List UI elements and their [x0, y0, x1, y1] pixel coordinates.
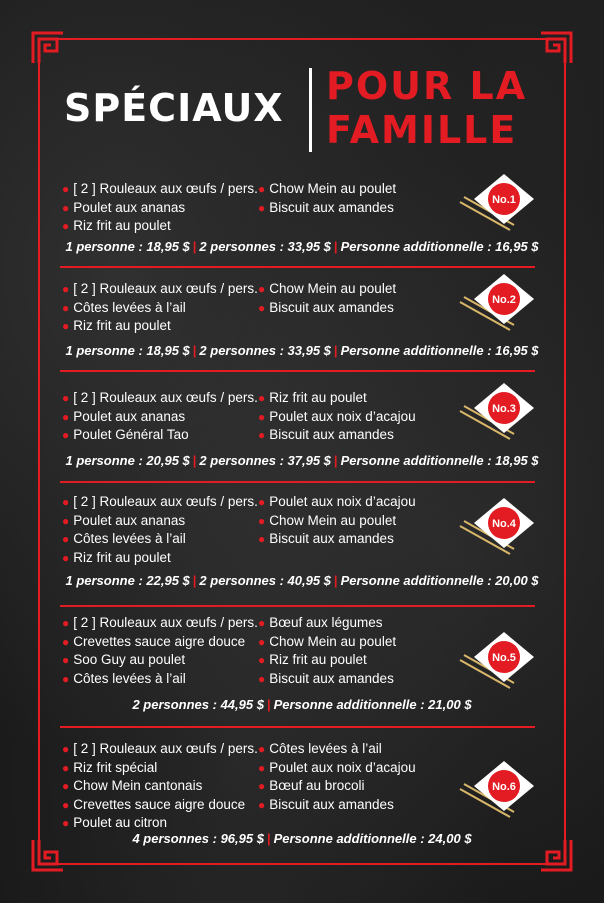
menu-item: [258, 199, 458, 218]
menu-item: [62, 299, 262, 318]
items-left-column: [62, 180, 262, 236]
menu-item: [62, 549, 262, 568]
bullet-icon: ●: [258, 634, 266, 649]
menu-item: [62, 530, 262, 549]
price-line: [62, 453, 542, 468]
title-specials: SPÉCIAUX: [64, 86, 284, 130]
menu-item-label: Poulet au citron: [73, 815, 168, 830]
menu-item: [258, 651, 458, 670]
corner-ornament: [539, 31, 573, 65]
bullet-icon: ●: [62, 182, 70, 196]
menu-item-label: Biscuit aux amandes: [269, 299, 394, 315]
menu-item-label: Poulet Général Tao: [73, 427, 189, 442]
bullet-icon: ●: [258, 532, 266, 546]
combo-badge: [458, 496, 538, 556]
menu-item: [258, 633, 458, 652]
section-divider: [60, 266, 535, 268]
menu-item-label: Côtes levées à l’ail: [269, 741, 382, 756]
menu-item-label: Crevettes sauce aigre douce: [73, 796, 246, 812]
combo-badge: [458, 172, 538, 232]
combo-number: No.3: [492, 403, 516, 415]
price-value: 2 personnes : 37,95 $: [199, 453, 331, 468]
combo-number: No.2: [492, 294, 516, 306]
menu-item-label: Soo Guy au poulet: [73, 652, 186, 667]
menu-item-label: Riz frit au poulet: [269, 652, 367, 667]
bullet-icon: ●: [258, 300, 266, 315]
bullet-icon: ●: [62, 742, 70, 756]
bullet-icon: ●: [62, 428, 70, 442]
items-left-column: [62, 493, 262, 567]
bullet-icon: ●: [62, 616, 70, 630]
menu-item-label: Côtes levées à l’ail: [73, 531, 186, 546]
menu-item: [62, 796, 262, 815]
menu-item: [62, 180, 262, 199]
menu-item-label: Côtes levées à l’ail: [73, 670, 186, 686]
price-value: 2 personnes : 40,95 $: [199, 573, 331, 588]
plate-chopsticks-icon: [458, 496, 538, 556]
menu-item-label: Côtes levées à l’ail: [73, 299, 186, 315]
menu-item: [258, 530, 458, 549]
price-separator: |: [192, 239, 197, 254]
menu-item-label: Bœuf aux légumes: [269, 615, 383, 630]
price-value: Personne additionnelle : 21,00 $: [273, 697, 472, 712]
bullet-icon: ●: [258, 428, 266, 442]
plate-chopsticks-icon: [458, 172, 538, 232]
combo-badge: [458, 381, 538, 441]
menu-item: [258, 280, 458, 299]
menu-item-label: Poulet aux noix d’acajou: [269, 494, 416, 509]
menu-item-label: Poulet aux ananas: [73, 199, 186, 215]
menu-item: [62, 199, 262, 218]
combo-badge: [458, 630, 538, 690]
menu-item: [62, 814, 262, 833]
title-family-line1: POUR LA: [326, 64, 528, 108]
menu-item-label: Riz frit au poulet: [269, 390, 367, 405]
menu-item: [62, 614, 262, 633]
section-divider: [60, 605, 535, 607]
title-family: [326, 64, 527, 152]
combo-badge: [458, 759, 538, 819]
menu-item: [62, 280, 262, 299]
bullet-icon: ●: [62, 200, 70, 215]
menu-item-label: Biscuit aux amandes: [269, 670, 394, 686]
menu-item-label: Poulet aux ananas: [73, 512, 186, 528]
menu-item-label: Poulet aux ananas: [73, 408, 186, 424]
menu-item-label: Chow Mein au poulet: [269, 281, 397, 296]
bullet-icon: ●: [258, 742, 266, 756]
bullet-icon: ●: [62, 653, 70, 667]
menu-item-label: [ 2 ] Rouleaux aux œufs / pers.: [73, 281, 258, 296]
price-value: 1 personne : 18,95 $: [65, 239, 190, 254]
price-line: [62, 573, 542, 588]
plate-chopsticks-icon: [458, 381, 538, 441]
section-divider: [60, 481, 535, 483]
menu-item: [62, 651, 262, 670]
menu-item-label: Chow Mein cantonais: [73, 778, 203, 793]
items-left-column: [62, 740, 262, 833]
bullet-icon: ●: [62, 300, 70, 315]
bullet-icon: ●: [258, 182, 266, 196]
menu-item-label: Riz frit au poulet: [73, 549, 171, 565]
menu-item-label: Biscuit aux amandes: [269, 199, 394, 215]
menu-item-label: Bœuf au brocoli: [269, 778, 365, 793]
combo-number: No.1: [492, 194, 516, 206]
menu-item-label: Chow Mein au poulet: [269, 181, 397, 196]
menu-item: [258, 180, 458, 199]
combo-number: No.4: [492, 518, 516, 530]
menu-item: [258, 777, 458, 796]
menu-item-label: [ 2 ] Rouleaux aux œufs / pers.: [73, 615, 258, 630]
bullet-icon: ●: [62, 409, 70, 424]
corner-ornament: [31, 838, 65, 872]
bullet-icon: ●: [62, 671, 70, 686]
items-right-column: [258, 280, 458, 317]
combo-number: No.5: [492, 652, 516, 664]
price-separator: |: [333, 453, 338, 468]
menu-item: [62, 670, 262, 689]
bullet-icon: ●: [258, 495, 266, 509]
items-right-column: [258, 493, 458, 549]
menu-item-label: Poulet aux noix d’acajou: [269, 408, 416, 424]
menu-item: [62, 493, 262, 512]
menu-item: [62, 777, 262, 796]
bullet-icon: ●: [258, 653, 266, 667]
bullet-icon: ●: [258, 760, 266, 775]
price-value: 2 personnes : 33,95 $: [199, 239, 331, 254]
section-divider: [60, 726, 535, 728]
price-value: 1 personne : 20,95 $: [65, 453, 190, 468]
bullet-icon: ●: [62, 816, 70, 830]
price-value: 1 personne : 18,95 $: [65, 343, 190, 358]
price-value: Personne additionnelle : 20,00 $: [340, 573, 539, 588]
price-separator: |: [266, 831, 271, 846]
price-value: Personne additionnelle : 18,95 $: [340, 453, 539, 468]
corner-ornament: [31, 31, 65, 65]
bullet-icon: ●: [62, 391, 70, 405]
items-right-column: [258, 389, 458, 445]
menu-item: [62, 426, 262, 445]
menu-item: [62, 408, 262, 427]
price-value: Personne additionnelle : 16,95 $: [340, 239, 539, 254]
price-line: [62, 697, 542, 712]
menu-item: [258, 389, 458, 408]
menu-item-label: Riz frit au poulet: [73, 218, 171, 233]
bullet-icon: ●: [258, 391, 266, 405]
menu-item-label: Chow Mein au poulet: [269, 633, 397, 649]
bullet-icon: ●: [258, 671, 266, 686]
price-separator: |: [266, 697, 271, 712]
title-family-line2: FAMILLE: [326, 108, 518, 152]
menu-item: [258, 512, 458, 531]
items-right-column: [258, 180, 458, 217]
menu-item: [258, 614, 458, 633]
bullet-icon: ●: [258, 282, 266, 296]
menu-item: [62, 740, 262, 759]
bullet-icon: ●: [62, 495, 70, 509]
price-value: 2 personnes : 44,95 $: [132, 697, 264, 712]
price-separator: |: [192, 573, 197, 588]
price-value: 4 personnes : 96,95 $: [132, 831, 264, 846]
bullet-icon: ●: [62, 513, 70, 528]
items-left-column: [62, 614, 262, 688]
bullet-icon: ●: [62, 219, 70, 233]
bullet-icon: ●: [62, 797, 70, 812]
plate-chopsticks-icon: [458, 759, 538, 819]
menu-item-label: Riz frit spécial: [73, 759, 158, 775]
menu-item-label: Biscuit aux amandes: [269, 796, 394, 812]
menu-item-label: Crevettes sauce aigre douce: [73, 633, 246, 649]
plate-chopsticks-icon: [458, 272, 538, 332]
bullet-icon: ●: [62, 319, 70, 333]
menu-item: [62, 512, 262, 531]
price-separator: |: [192, 343, 197, 358]
menu-item: [258, 740, 458, 759]
menu-item: [62, 759, 262, 778]
price-separator: |: [333, 239, 338, 254]
menu-item: [62, 217, 262, 236]
combo-badge: [458, 272, 538, 332]
bullet-icon: ●: [258, 409, 266, 424]
menu-item: [62, 317, 262, 336]
price-value: Personne additionnelle : 24,00 $: [273, 831, 472, 846]
price-separator: |: [333, 343, 338, 358]
menu-item-label: [ 2 ] Rouleaux aux œufs / pers.: [73, 181, 258, 196]
items-left-column: [62, 280, 262, 336]
price-value: Personne additionnelle : 16,95 $: [340, 343, 539, 358]
menu-item-label: [ 2 ] Rouleaux aux œufs / pers.: [73, 494, 258, 509]
bullet-icon: ●: [258, 779, 266, 793]
menu-item-label: Riz frit au poulet: [73, 318, 171, 333]
bullet-icon: ●: [258, 513, 266, 528]
bullet-icon: ●: [258, 200, 266, 215]
bullet-icon: ●: [62, 634, 70, 649]
menu-item: [62, 633, 262, 652]
title-divider: [309, 68, 312, 152]
menu-item: [258, 796, 458, 815]
items-right-column: [258, 614, 458, 688]
bullet-icon: ●: [62, 550, 70, 565]
combo-number: No.6: [492, 781, 516, 793]
menu-item-label: Chow Mein au poulet: [269, 512, 397, 528]
price-value: 2 personnes : 33,95 $: [199, 343, 331, 358]
menu-item: [258, 670, 458, 689]
menu-item: [258, 408, 458, 427]
bullet-icon: ●: [258, 616, 266, 630]
price-separator: |: [333, 573, 338, 588]
bullet-icon: ●: [62, 779, 70, 793]
corner-ornament: [539, 838, 573, 872]
price-value: 1 personne : 22,95 $: [65, 573, 190, 588]
page-header: [0, 64, 604, 159]
section-divider: [60, 370, 535, 372]
menu-item-label: Biscuit aux amandes: [269, 427, 394, 442]
price-separator: |: [192, 453, 197, 468]
menu-item: [62, 389, 262, 408]
menu-item-label: Biscuit aux amandes: [269, 531, 394, 546]
items-left-column: [62, 389, 262, 445]
menu-item: [258, 426, 458, 445]
menu-item: [258, 493, 458, 512]
menu-item: [258, 759, 458, 778]
bullet-icon: ●: [258, 797, 266, 812]
menu-item-label: Poulet aux noix d’acajou: [269, 759, 416, 775]
bullet-icon: ●: [62, 532, 70, 546]
price-line: [62, 239, 542, 254]
price-line: [62, 343, 542, 358]
plate-chopsticks-icon: [458, 630, 538, 690]
bullet-icon: ●: [62, 760, 70, 775]
price-line: [62, 831, 542, 846]
menu-item: [258, 299, 458, 318]
menu-item-label: [ 2 ] Rouleaux aux œufs / pers.: [73, 390, 258, 405]
items-right-column: [258, 740, 458, 814]
menu-item-label: [ 2 ] Rouleaux aux œufs / pers.: [73, 741, 258, 756]
bullet-icon: ●: [62, 282, 70, 296]
